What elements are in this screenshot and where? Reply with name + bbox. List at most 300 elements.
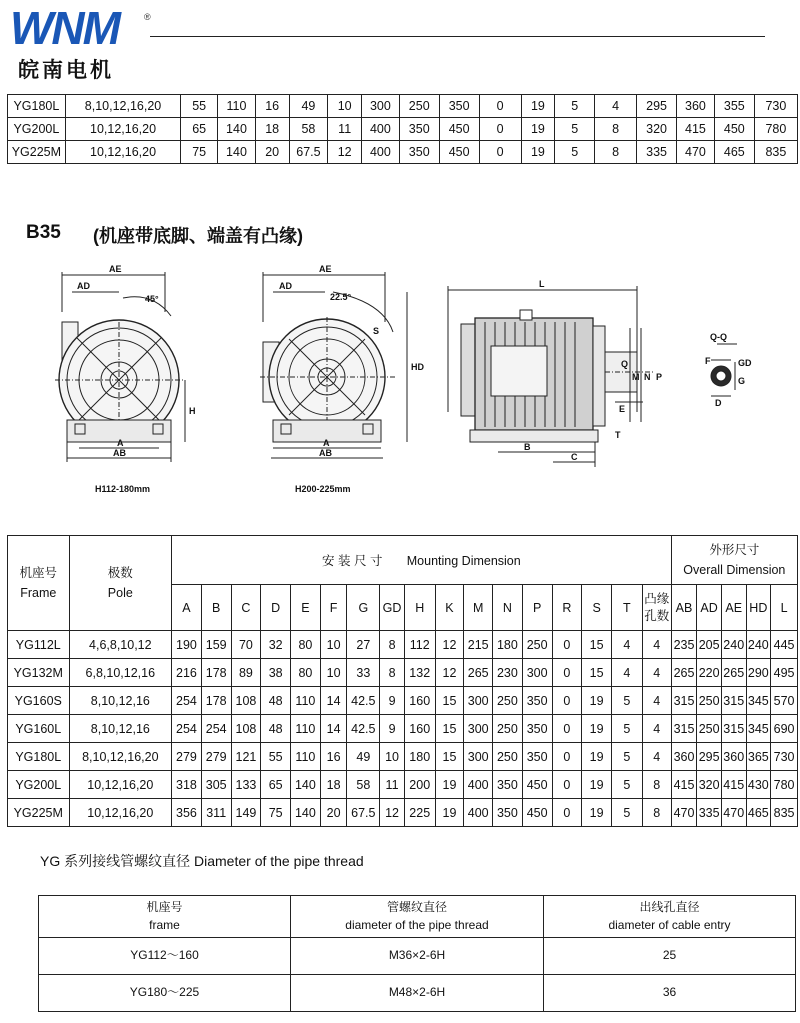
table-cell: 19 [582,799,612,827]
table-cell: 6,8,10,12,16 [69,659,172,687]
label-l: L [539,279,545,289]
table-cell: 250 [697,687,722,715]
table-cell: 465 [714,141,754,164]
table-cell: 450 [522,771,552,799]
table-cell: 450 [439,118,479,141]
label-gd: GD [738,358,752,368]
label-hd: HD [411,362,424,372]
table-cell: 279 [172,743,202,771]
table-cell: 5 [611,687,642,715]
table-cell: 345 [746,687,771,715]
table-cell: 4 [642,631,671,659]
section-subtitle: (机座带底脚、端盖有凸缘) [93,226,303,246]
table-row [8,95,798,118]
table-cell: 65 [261,771,291,799]
table-cell: 250 [493,687,523,715]
column-header: H [404,585,435,631]
table-cell: 8 [642,771,671,799]
label-ad-left: AD [77,281,90,291]
table-cell: 5 [555,95,595,118]
table-cell: 178 [201,659,231,687]
table-cell: 5 [611,715,642,743]
table-cell: 49 [347,743,380,771]
table-cell: 140 [218,141,256,164]
table-cell: 5 [611,799,642,827]
table-cell: 9 [380,715,405,743]
table-cell: 295 [637,95,677,118]
table-cell: 225 [404,799,435,827]
table-cell: 8 [380,659,405,687]
table-cell: 335 [637,141,677,164]
table-cell: 350 [522,715,552,743]
pipe-header-cable [544,896,796,938]
table-cell: 49 [289,95,328,118]
table-cell: 4 [642,715,671,743]
table-cell: 5 [611,771,642,799]
table-cell: 75 [181,141,218,164]
table-cell: 315 [721,687,746,715]
flange-label-1: 凸缘 [644,591,670,606]
table-cell: 15 [582,659,612,687]
table-cell: 4 [642,659,671,687]
column-header: G [347,585,380,631]
table-cell: 67.5 [289,141,328,164]
table-cell: 350 [493,771,523,799]
label-c: C [571,452,578,462]
table-cell: YG112L [8,631,70,659]
table-cell: YG225M [8,141,66,164]
table-cell: 250 [399,95,439,118]
table-cell: 350 [493,799,523,827]
table-cell: 19 [582,715,612,743]
header-divider [150,36,765,37]
table-cell: 445 [771,631,798,659]
table-cell: 360 [671,743,697,771]
column-header: P [522,585,552,631]
table-cell: 160 [404,715,435,743]
table-row [8,715,798,743]
label-a-left: A [117,438,124,448]
pipe-header-frame-cn: 机座号 [146,900,183,915]
table-cell: 300 [464,687,493,715]
table-cell: YG180L [8,743,70,771]
table-cell: 10,12,16,20 [65,118,181,141]
table-cell: YG180～225 [39,975,291,1012]
table-cell: 730 [771,743,798,771]
table-cell: 465 [746,799,771,827]
table-cell: 15 [435,715,464,743]
table-cell: YG200L [8,118,66,141]
column-header: E [291,585,321,631]
table-cell: 110 [291,743,321,771]
table-cell: 9 [380,687,405,715]
flange-label-2: 孔数 [644,608,670,623]
table-cell: 58 [347,771,380,799]
table-cell: 415 [677,118,715,141]
section-code: B35 [26,222,61,243]
pipe-header-thread-cn: 管螺纹直径 [386,900,447,915]
header-mounting-cn: 安 装 尺 寸 [322,554,383,568]
pipe-header-thread-en: diameter of the pipe thread [345,917,489,932]
table-cell: 495 [771,659,798,687]
table-cell: 311 [201,799,231,827]
table-cell: 4 [595,95,637,118]
table-cell: 0 [552,715,582,743]
table-cell: 20 [320,799,347,827]
table-cell: 20 [255,141,289,164]
table-cell: 450 [522,799,552,827]
table-cell: 415 [671,771,697,799]
table-cell: YG112～160 [39,938,291,975]
table-cell: 159 [201,631,231,659]
table-cell: 470 [721,799,746,827]
table-cell: 295 [697,743,722,771]
table-cell: 8 [595,141,637,164]
table-cell: 0 [479,141,521,164]
table-cell: 730 [754,95,797,118]
table-cell: 15 [435,687,464,715]
table-row [8,771,798,799]
table-cell: 350 [399,118,439,141]
table-cell: 8 [380,631,405,659]
table-cell: 315 [721,715,746,743]
label-d: D [715,398,722,408]
label-g: G [738,376,746,386]
table-cell: 8,10,12,16 [69,715,172,743]
table-cell: 110 [218,95,256,118]
end-view-h112-180 [55,272,185,462]
column-header: B [201,585,231,631]
table-cell: 4 [642,743,671,771]
table-row [8,799,798,827]
header-frame-cn: 机座号 [19,566,58,580]
table-cell: 15 [435,743,464,771]
table-cell: 89 [231,659,261,687]
table-cell: 350 [399,141,439,164]
caption-h112-180: H112-180mm [95,484,151,494]
table-row [39,975,796,1012]
label-ae-mid: AE [319,264,332,274]
table-cell: 108 [231,687,261,715]
table-cell: 19 [582,743,612,771]
table-cell: 133 [231,771,261,799]
table-cell: 19 [435,799,464,827]
column-header: M [464,585,493,631]
header-mounting [172,536,672,585]
label-a-mid: A [323,438,330,448]
table-cell: 300 [464,715,493,743]
table-cell: 254 [172,687,202,715]
table-cell: YG225M [8,799,70,827]
logo-wordmark: WNM [10,2,119,54]
table-cell: 4 [611,659,642,687]
column-header: D [261,585,291,631]
table-cell: 110 [291,687,321,715]
table-cell: 180 [493,631,523,659]
table-cell: 48 [261,715,291,743]
pipe-header-frame [39,896,291,938]
table-cell: 5 [555,118,595,141]
table-cell: 8,10,12,16,20 [69,743,172,771]
table-cell: 132 [404,659,435,687]
table-cell: 19 [582,771,612,799]
table-cell: 400 [464,799,493,827]
table-cell: 240 [721,631,746,659]
table-cell: 360 [677,95,715,118]
table-cell: 55 [261,743,291,771]
label-ab-left: AB [113,448,126,458]
label-b: B [524,442,531,452]
table-cell: 250 [697,715,722,743]
table-cell: 780 [754,118,797,141]
table-cell: 121 [231,743,261,771]
table-cell: 200 [404,771,435,799]
company-logo [10,2,160,82]
table-cell: 265 [464,659,493,687]
table-cell: YG200L [8,771,70,799]
table-cell: 33 [347,659,380,687]
table-cell: 15 [582,631,612,659]
label-n: N [644,372,651,382]
b35-dimension-table [7,535,798,827]
table-cell: 4 [611,631,642,659]
column-header-flange-holes [642,585,671,631]
table-cell: 240 [746,631,771,659]
table-cell: 140 [291,799,321,827]
table-cell: 360 [721,743,746,771]
table-cell: 355 [714,95,754,118]
table-row [8,141,798,164]
table-cell: 10,12,16,20 [69,799,172,827]
table-row [8,659,798,687]
label-ad-mid: AD [279,281,292,291]
label-f: F [705,356,711,366]
table-cell: 400 [464,771,493,799]
table-cell: 690 [771,715,798,743]
table-cell: 430 [746,771,771,799]
table-cell: 835 [771,799,798,827]
table-cell: 254 [172,715,202,743]
table-cell: M36×2-6H [291,938,544,975]
label-h-left: H [189,406,196,416]
header-overall-cn: 外形尺寸 [709,543,760,557]
header-frame [8,536,70,631]
table-cell: 215 [464,631,493,659]
table-cell: 5 [555,141,595,164]
table-cell: 19 [582,687,612,715]
table-cell: 19 [521,95,555,118]
table-cell: 220 [697,659,722,687]
table-cell: 300 [464,743,493,771]
table-cell: 450 [714,118,754,141]
label-p: P [656,372,663,382]
table-cell: 400 [361,141,399,164]
table-cell: 350 [522,743,552,771]
table-cell: 10 [380,743,405,771]
table-cell: 415 [721,771,746,799]
table-cell: 55 [181,95,218,118]
label-m: M [632,372,640,382]
header-pole [69,536,172,631]
table-cell: 4,6,8,10,12 [69,631,172,659]
table-cell: M48×2-6H [291,975,544,1012]
section-q-q: Q-Q [710,332,727,342]
table-cell: 250 [493,743,523,771]
table-cell: 8 [595,118,637,141]
table-cell: 18 [320,771,347,799]
table-cell: 10 [328,95,362,118]
shaft-section-q-q [711,344,737,396]
table-cell: 5 [611,743,642,771]
company-name: 皖南电机 [18,59,114,82]
table-cell: 140 [291,771,321,799]
column-header: R [552,585,582,631]
overall-column-header: HD [746,585,771,631]
table-cell: 32 [261,631,291,659]
table-cell: 315 [671,715,697,743]
angle-45: 45° [145,294,159,304]
table-cell: 335 [697,799,722,827]
header-pole-cn: 极数 [107,566,133,580]
table-cell: 190 [172,631,202,659]
table-cell: 350 [522,687,552,715]
table-cell: 315 [671,687,697,715]
table-cell: 0 [552,687,582,715]
table-cell: 12 [380,799,405,827]
table-cell: 345 [746,715,771,743]
table-cell: 570 [771,687,798,715]
table-cell: 16 [255,95,289,118]
table-cell: 254 [201,715,231,743]
table-cell: YG160S [8,687,70,715]
label-s-mid: S [373,326,380,336]
table-cell: 19 [521,118,555,141]
label-q: Q [621,359,629,369]
table-cell: 12 [328,141,362,164]
table-cell: 305 [201,771,231,799]
table-cell: 67.5 [347,799,380,827]
table-cell: 450 [439,141,479,164]
column-header: F [320,585,347,631]
table-cell: 140 [218,118,256,141]
header-overall [671,536,797,585]
table-cell: 12 [435,659,464,687]
table-cell: 470 [677,141,715,164]
header-mounting-en: Mounting Dimension [406,554,521,568]
overall-column-header: AB [671,585,697,631]
pipe-header-frame-en: frame [149,917,180,932]
pipe-header-cable-en: diameter of cable entry [608,917,731,932]
table-cell: 250 [522,631,552,659]
table-cell: 230 [493,659,523,687]
angle-22-5: 22.5° [330,292,352,302]
table-cell: 10 [320,659,347,687]
top-dimension-table [7,94,798,164]
column-header: A [172,585,202,631]
table-cell: 0 [552,771,582,799]
table-cell: 250 [493,715,523,743]
table-cell: 470 [671,799,697,827]
table-cell: 4 [642,687,671,715]
table-cell: 8,10,12,16,20 [65,95,181,118]
table-cell: 320 [637,118,677,141]
label-t: T [615,430,621,440]
table-cell: 178 [201,687,231,715]
column-header: K [435,585,464,631]
table-cell: 365 [746,743,771,771]
table-cell: YG132M [8,659,70,687]
table-cell: 265 [671,659,697,687]
table-cell: 38 [261,659,291,687]
table-cell: 12 [435,631,464,659]
table-cell: 110 [291,715,321,743]
table-cell: 300 [361,95,399,118]
table-row [8,631,798,659]
table-cell: 780 [771,771,798,799]
table-cell: 0 [552,743,582,771]
table-cell: 42.5 [347,687,380,715]
table-cell: 11 [380,771,405,799]
table-cell: 0 [552,659,582,687]
table-cell: 42.5 [347,715,380,743]
table-cell: 27 [347,631,380,659]
overall-column-header: AE [721,585,746,631]
table-row [8,118,798,141]
label-ae-left: AE [109,264,122,274]
table-row [8,687,798,715]
column-header: N [493,585,523,631]
table-cell: 0 [479,95,521,118]
table-cell: 0 [552,799,582,827]
table-cell: 75 [261,799,291,827]
table-cell: 8 [642,799,671,827]
table-cell: 108 [231,715,261,743]
table-cell: 16 [320,743,347,771]
table-cell: 149 [231,799,261,827]
pipe-header-thread [291,896,544,938]
table-cell: 205 [697,631,722,659]
table-cell: 835 [754,141,797,164]
table-cell: 8,10,12,16 [69,687,172,715]
label-e: E [619,404,626,414]
table-cell: 48 [261,687,291,715]
column-header: GD [380,585,405,631]
header-pole-en: Pole [107,586,133,600]
table-cell: 80 [291,631,321,659]
column-header: C [231,585,261,631]
pipe-thread-table [38,895,796,1012]
table-row [39,938,796,975]
caption-h200-225: H200-225mm [295,484,351,494]
table-cell: 10,12,16,20 [65,141,181,164]
table-cell: 19 [435,771,464,799]
table-cell: 216 [172,659,202,687]
table-cell: 350 [439,95,479,118]
table-cell: 11 [328,118,362,141]
label-ab-mid: AB [319,448,332,458]
table-cell: 290 [746,659,771,687]
column-header: T [611,585,642,631]
table-cell: YG160L [8,715,70,743]
header-overall-en: Overall Dimension [683,563,786,577]
table-cell: 19 [521,141,555,164]
header-frame-en: Frame [20,586,57,600]
table-row [8,743,798,771]
side-view [448,286,655,467]
table-cell: 25 [544,938,796,975]
pipe-thread-caption: YG 系列接线管螺纹直径 Diameter of the pipe thread [40,853,364,869]
table-cell: 0 [479,118,521,141]
